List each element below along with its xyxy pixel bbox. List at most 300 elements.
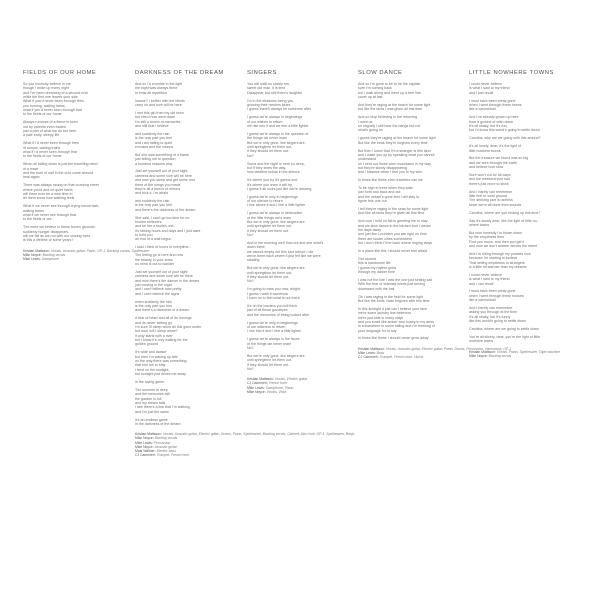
lyric-line: to hold you [135,233,153,238]
lyric-line: It's all shaky, but it's funny [469,314,511,319]
lyric-line: like this world's going to settle down [469,319,527,324]
lyric-line: Always rumours of a flame in town [23,120,78,125]
lyric-line: When all falling down is just the travelling need [23,162,98,167]
lyric-line: because I'm starting to believe [469,256,518,261]
lyric-line: no mind is out to wander [135,262,175,267]
lyric-line: No? [247,366,254,371]
lyric-line: and the vessel's gone and I will stay to [358,194,420,199]
credit-instruments: Backing vocals [154,436,178,441]
lyric-line: and I wake you up by speaking what you cannot [358,152,435,157]
lyric-line: Insane? I bother with the blinds [135,98,185,103]
lyric-line: since we're all done from sounds [469,202,522,207]
lyric-stanza [358,336,456,340]
lyric-line: I guess my rhythm grew [358,265,397,270]
lyric-line: The summer is deep [135,387,168,392]
lyric-line: they're all a bunch of mirrors [135,186,181,191]
lyric-stanza [247,162,345,175]
lyric-line: But the treasure we found was so big [469,156,529,161]
lyric-line: of sorrow, wailing trains [23,145,61,150]
lyric-line: and be her a foolish one, [135,224,175,229]
lyric-line: I guess we're only in beginnings [247,320,298,325]
song-title: SINGERS [247,70,277,76]
lyric-stanza [135,99,233,108]
lyric-stanza [247,82,345,95]
lyric-line: and I just recall [469,90,494,95]
lyric-line: until springtime let them out, [247,358,292,363]
lyric-line: just a part of what we do but here [23,129,77,134]
lyric-stanza [23,225,121,242]
lyric-line: Find you moon, and then you get it [469,239,525,244]
credit-musician: CJ Camerieri: [247,381,268,386]
lyric-stanza [135,316,233,346]
lyric-stanza [358,307,456,333]
lyric-stanza [247,321,345,334]
lyric-stanza [135,132,233,149]
lyric-line: What if we never see through crying tomorrows, [23,204,100,209]
lyric-line: of the little things we'd learn [247,215,292,220]
song-column [469,70,567,358]
lyric-line: this is handsome life [358,261,391,266]
lyric-line: But we're only gone, like singers are, [247,220,306,225]
lyric-stanza [135,111,233,128]
lyric-line: You're all silvery, dear, you're the light of little [469,334,541,339]
lyric-line: a pale early, sleepy life [23,133,60,138]
lyric-line: figure this one out [358,199,387,204]
lyric-line: it's talking hours and days and I just want [135,228,201,233]
lyric-line: but I walk along and meet up a tree line [358,90,421,95]
lyric-line: your language for to say [358,328,397,333]
lyric-line: careless and some love will be there [135,274,193,279]
lyric-line: the days away [358,228,381,233]
lyric-stanza [469,82,567,95]
song-title: LITTLE NOWHERE TOWNS [469,70,554,76]
lyric-line: that told me to stay [135,363,166,368]
lyric-line: we've been each where it just felt like we were [247,254,321,259]
lyric-stanza [469,190,567,207]
lyric-line: and now there's the dancer in the dream [135,278,200,283]
lyric-line: just forth and back and out [358,190,401,195]
lyric-line: To be high in trees when they walk [358,186,413,191]
lyric-stanza [247,241,345,263]
lyric-line: and I am falling to quiet [135,140,173,145]
credit-instruments: Trumpet, French horn [156,453,190,458]
lyric-line: golden ground [135,342,158,347]
lyric-line: It's all shaky, but it's fun, [469,123,508,128]
lyric-line: And so stop believing in the returning [358,115,418,120]
song-column [247,70,345,394]
credit-musician: Mike Noyce: [23,252,42,257]
lyric-line: and there's a darkness of a dream [135,308,190,313]
lyric-line: and my dream falls [135,400,166,405]
lyric-line: the beauty in your arms [135,257,173,262]
lyric-line: I must have been pretty gone [469,289,516,294]
lyric-line: And I barely can remember [469,189,513,194]
lyric-line: What if you'd never been through fires, [23,99,85,104]
lyric-line: nowhere towns [469,339,494,344]
lyric-line: is the only part you feel [135,303,172,308]
lyric-line: But like the birds I was forgiven with this time [358,298,430,303]
lyric-line: Oh I was raging in the field for some light [358,294,424,299]
lyric-line: With the fear of sideway winds just turning [358,282,426,287]
lyric-line: sure I'm coming back [358,86,392,91]
credit-instruments: Saxophone, Piano [265,385,294,390]
lyric-line: is the only part you feel [135,203,172,208]
lyric-line: through my darker time [358,269,395,274]
lyric-line: In this sunlight it just can't believe your face [358,306,428,311]
lyric-line: what's going on [358,128,383,133]
lyric-line: I guess I walk it somehow [247,291,288,296]
credit-instruments: Vocals, Acoustic guitar, Piano, OP-1, Backing vocals, Synthesizer [50,248,150,253]
credit-line [469,354,567,358]
lyric-line: is what I said to my friend [469,277,510,282]
credit-musician: Mike Lewis: [135,440,153,445]
lyric-line: I guess we're only in beginnings [247,194,298,199]
lyric-line: Carolina, where are we going to settle down [469,327,539,332]
lyric-line: and the memories still [135,392,170,397]
lyric-line: the night was always there [135,86,178,91]
credits-block [469,350,567,358]
lyric-line: like a cannonball [469,298,496,303]
lyric-line: down there [247,245,265,250]
lyric-line: while the first one leaves your side [23,95,78,100]
lyric-line: is what I said to my friend [469,86,510,91]
lyric-line: I was not the kite I was the one just setting sail [358,277,432,282]
lyric-stanza [135,380,233,384]
lyric-stanza [23,204,121,221]
lyric-line: if they should let them out. [247,149,289,154]
lyric-line: until springtime let them out, [247,144,292,149]
lyric-line: but I'd know this world's going to settle down [469,128,540,133]
lyric-line: and still that I believe [135,123,169,128]
lyric-line: on the way there was something [135,358,187,363]
lyric-line: No? [247,153,254,158]
credit-instruments: Vocals, Electric guitar [274,377,308,382]
lyric-line: if they should let them out. [247,275,289,280]
lyric-stanza [469,144,567,153]
lyric-line: and I can't believe how pretty [135,287,182,292]
lyric-line: we cannot empty out this love before I die [247,249,314,254]
lyric-line: And I'm riding through my pockets now [469,251,531,256]
lyric-line: understand [358,157,376,162]
lyric-line: Sure won't cut for all ways [469,173,511,178]
lyric-line: and suddenly the rain [135,131,170,136]
lyric-line: asking you through at the time [469,310,518,315]
lyric-stanza [247,178,345,191]
lyric-stanza [469,273,567,286]
lyric-line: we're some laundry line believers [358,311,412,316]
lyric-line: what if I'd never seen through that [23,150,78,154]
lyric-line: I guess there'll always be someone after [247,107,312,112]
lyric-line: And like all birds they're given all this time [358,211,425,216]
lyric-line: And I've already grown up here [469,115,519,120]
lyric-stanza [469,115,567,132]
lyric-line: and there's the darkness of the dream [135,207,196,212]
credit-instruments: Saxophone [41,256,59,261]
lyric-stanza [469,327,567,331]
lyric-stanza [135,245,233,249]
lyric-line: wailing trains [23,208,44,213]
lyric-line: and we sure through the earth [469,160,517,165]
lyric-line: It's on the borders you will think [247,303,298,308]
lyric-line: But she was something of a flame [135,152,189,157]
credit-musician: Kristian Mattsson: [469,349,496,354]
lyric-line: there's just more to show [469,181,509,186]
lyric-line: I'm still a bunch of memories [135,119,181,124]
lyric-line: It's where you try it's gonna end [247,178,298,183]
lyric-line: like a cannonball [469,107,496,112]
lyric-line: but now, will I sleep alone? [135,329,178,334]
lyric-line: Carolina, why are we going with this around? [469,136,541,141]
lyric-stanza [358,219,456,245]
credit-line [23,257,121,261]
lyric-line: I rise into it and I feel a little lighter [247,329,302,334]
credits-block [23,248,150,262]
lyric-line: A fear of heart and all of its turnings [135,316,192,321]
lyric-line: a hundred reasons why [135,161,173,166]
lyric-stanza [247,115,345,128]
lyric-stanza [23,141,121,158]
credit-musician: Mike Noyce: [247,389,266,394]
credit-musician: Mike Lewis: [358,351,376,356]
lyric-line: when suddenly the rain [135,299,172,304]
lyric-line: but she'd now went down [135,115,176,120]
lyric-line: Carolina, where are you ending up this time? [469,210,541,215]
lyric-line: It's all lonely, dear, it's the light of [469,144,522,149]
lyric-line: And they're raging at the beach for some light [358,102,431,107]
lyric-line: but they're slowly disappearing [358,165,408,170]
lyric-stanza [358,115,456,132]
lyric-stanza [358,257,456,274]
lyric-line: and the burn of salt in the cuts come around [23,170,94,175]
lyric-line: and I've been dreaming of a second rush [23,90,89,95]
lyric-line: But like the birds they're forgiven every time [358,140,428,145]
lyric-line: The more we believe in these frozen grounds [23,225,95,230]
lyric-line: No? [247,233,254,238]
lyric-stanza [358,82,456,99]
lyric-line: and now we don't answer across the street [469,243,538,248]
credit-musician: Mike Lewis: [247,385,265,390]
lyric-line: we're just kids in many ways [358,315,404,320]
lyric-line: I tell they're raging in the seas for some light [358,207,429,212]
credit-instruments: Percussion [153,440,171,445]
lyric-line: by the emptiness then [469,235,505,240]
lyric-line: In times like these even travelers can we [358,178,423,183]
lyric-stanza [358,178,456,182]
lyric-line: No? [247,345,254,350]
lyric-line: of our wildness to return [247,324,286,329]
lyric-line: and I'm just the same [135,409,170,414]
lyric-line: The letting go is here and now [135,253,184,258]
lyric-line: Just set yourself out of your sight [135,169,188,174]
lyric-stanza [469,231,567,248]
lyric-stanza [358,149,456,175]
lyric-line: let them know how walking feels [23,196,75,201]
lyric-line: The drinking part is useless [469,198,513,203]
lyric-line: broken believers, [135,220,163,225]
lyric-stanza [469,156,567,169]
credit-instruments: Backing vocals [42,252,66,257]
lyric-stanza [469,211,567,215]
credit-musician: Kristian Mattsson: [247,377,274,382]
lyric-line: when I went through these towns [469,102,522,107]
lyric-stanza [247,354,345,371]
lyric-line: I guess we're always in beginnings [247,115,303,120]
lyric-line: I want us [358,119,373,124]
lyric-line: so vaguely I still hear the bangs but not [358,123,421,128]
lyric-line: and I can't believe the signs [135,291,180,296]
lyric-line: downward with the hail [358,286,395,291]
lyric-line: and the weekend just sad [469,177,510,182]
lyric-stanza [358,278,456,291]
lyric-line: carry on and love will be here [135,102,182,107]
lyric-line: I guess it all looks just like we're dancing [247,186,312,191]
lyric-line: but sunlight just drives me away [135,371,186,376]
lyric-line: of a wave [23,166,39,171]
lyric-line: excuses and the visions [135,144,174,149]
lyric-line: Some and the night is here so deep, [247,161,305,166]
lyric-line: of our silence to return [247,199,283,204]
lyric-stanza [469,289,567,302]
lyric-line: to the fields of our home [23,154,62,159]
lyric-line: I could never believe [469,272,502,277]
credit-instruments: Vocals, Piano, Synthesizer, Tape machine [496,349,560,354]
lyric-line: and you smell like amber and honey in my arms [358,319,435,324]
lyric-stanza [135,216,233,242]
lyric-line: you burning, wailing trains, [23,103,66,108]
lyric-line: just telling me to question [135,157,176,162]
lyric-stanza [135,169,233,195]
lyric-line: there are louder cities somewhere [358,236,413,241]
lyric-stanza [23,162,121,179]
lyric-line: just moving in the night [135,283,172,287]
credit-musician: Kristian Mattsson: [23,248,50,253]
lyric-line: growing their random blues [247,102,291,107]
lyric-stanza [358,103,456,112]
credit-instruments: Trumpet, French horn, Horns [379,355,424,360]
lyric-line: In times like these I should never grow away [358,336,429,341]
lyric-line: Just set yourself out of your sight [135,269,188,274]
lyric-stanza [135,82,233,95]
lyric-line: oh I sent out those worn mountains in my way [358,161,431,166]
credit-musician: Kristian Mattsson: [358,346,385,351]
song-title: FIELDS OF OUR HOME [23,70,97,76]
lyric-line: if they should let them out. [247,362,289,367]
lyric-line: what if we never see through that [23,212,76,217]
credit-musician: Mats Wallner: [135,449,156,453]
lyric-line: little feel or solid ground [469,194,507,199]
lyric-line: when I went through these houses [469,293,524,298]
lyric-stanza [135,300,233,313]
lyric-line: just of all these goodbyes [247,308,288,313]
lyric-line: It's wide and awake [135,350,167,355]
lyric-stanza [469,173,567,186]
lyric-line: an end of a wait begun [135,237,172,242]
lyric-line: the things we never learn [247,136,288,141]
lyric-stanza [135,350,233,376]
lyric-line: sweet old man, it is time [247,86,286,91]
lyric-line: but like the birds I was given all this time [358,107,423,112]
credit-instruments: Backing vocals [488,353,512,358]
credit-instruments: Vocals, Acoustic guitar, Electric guitar, Piano, Drums, Percussion, Harmonica, OP-1 [385,346,512,351]
lyric-line: I guess we're always in the faces [247,337,300,342]
credit-instruments: Acoustic guitar [154,444,177,449]
lyric-line: I could never believe [469,82,502,86]
lyric-line: It's an endless game [135,417,168,422]
lyric-line: and its never setting go [135,320,173,325]
lyric-line: It only starts with a river [135,333,173,338]
lyric-line: I feed on the sunlight, [135,367,170,372]
lyric-stanza [23,82,121,117]
lyric-line: I met this girl from my old town [135,110,184,115]
song-title: SLOW DANCE [358,70,403,76]
lyric-line: but I don't think I'll be back where ringing stays [358,241,433,246]
credit-instruments: Vocals, Viola [266,389,287,394]
lyric-line: from a ground of wish down [469,119,514,124]
lyric-line: but if they knew the way, [247,165,287,170]
lyric-line: until springtime let them out, [247,270,292,275]
lyric-line: Say it's slowly dear, like the light of little no- [469,218,538,223]
lyric-line: of our wishes to return [247,119,283,124]
lyric-stanza [247,99,345,112]
lyric-stanza [469,252,567,269]
lyric-line: in the darkness of the dream [135,421,181,426]
credit-line [358,355,456,359]
credit-instruments: Bass [376,351,385,356]
lyric-line: and I can recall [469,281,494,286]
lyric-line: little nowhere towns [469,148,501,153]
lyric-line: She said, I can't go too time for no [135,215,190,220]
lyric-line: is a little bit warmer than my dreams [469,264,527,269]
lyric-stanza [247,195,345,208]
lyric-line: suddenly hunger disappears [23,229,69,234]
lyric-line: In a place like this I should never feel afraid [358,249,427,253]
lyric-line: And in the morning we'll flow out and see what's [247,241,324,246]
lyric-line: careless and some love will be here [135,173,192,178]
lyric-stanza [247,266,345,283]
credit-musician: Mike Noyce: [135,436,154,441]
lyric-stanza [135,418,233,427]
lyric-line: where towns [469,222,490,227]
lyric-line: is the only part you feel [135,136,172,141]
lyric-line: in the loving game [135,379,165,384]
lyric-line: That selling emptiness to strangers [469,260,525,265]
lyric-stanza [469,219,567,228]
lyric-stanza [358,207,456,216]
lyric-line: I town on to feel what is out there [247,296,300,301]
lyric-line: What if I'd never been through fires [23,141,79,146]
lyric-line: I rise above it and I feel a little lighter [247,203,306,208]
lyric-stanza [469,306,567,323]
lyric-stanza [469,99,567,112]
lyric-line: There was always racing on that crossing street [23,183,99,188]
lyric-stanza [358,295,456,304]
lyric-line: the garden is full [135,396,162,401]
lyric-line: But we're only gone, like singers are, [247,353,306,358]
lyric-line: and the memories of being looked after [247,312,310,317]
lyric-stanza [469,335,567,344]
lyric-line: to the fields of our... [23,217,55,222]
credits-block [247,377,345,394]
lyric-line: to exist all repetition [135,90,167,95]
lyric-line: I'm going to miss you now, alright, [247,287,301,292]
lyric-stanza [135,153,233,166]
lyric-line: But then I know that I'm a stranger is this land [358,148,431,153]
lyric-line: not by parents even traded [23,124,66,129]
lyric-line: we rise into it and we feel a little lighter [247,123,309,128]
lyric-line: But we're only gone, like singers are, [247,266,306,271]
lyric-line: cover up at last [358,95,383,100]
lyric-line: I must have been pretty gone [469,98,516,103]
